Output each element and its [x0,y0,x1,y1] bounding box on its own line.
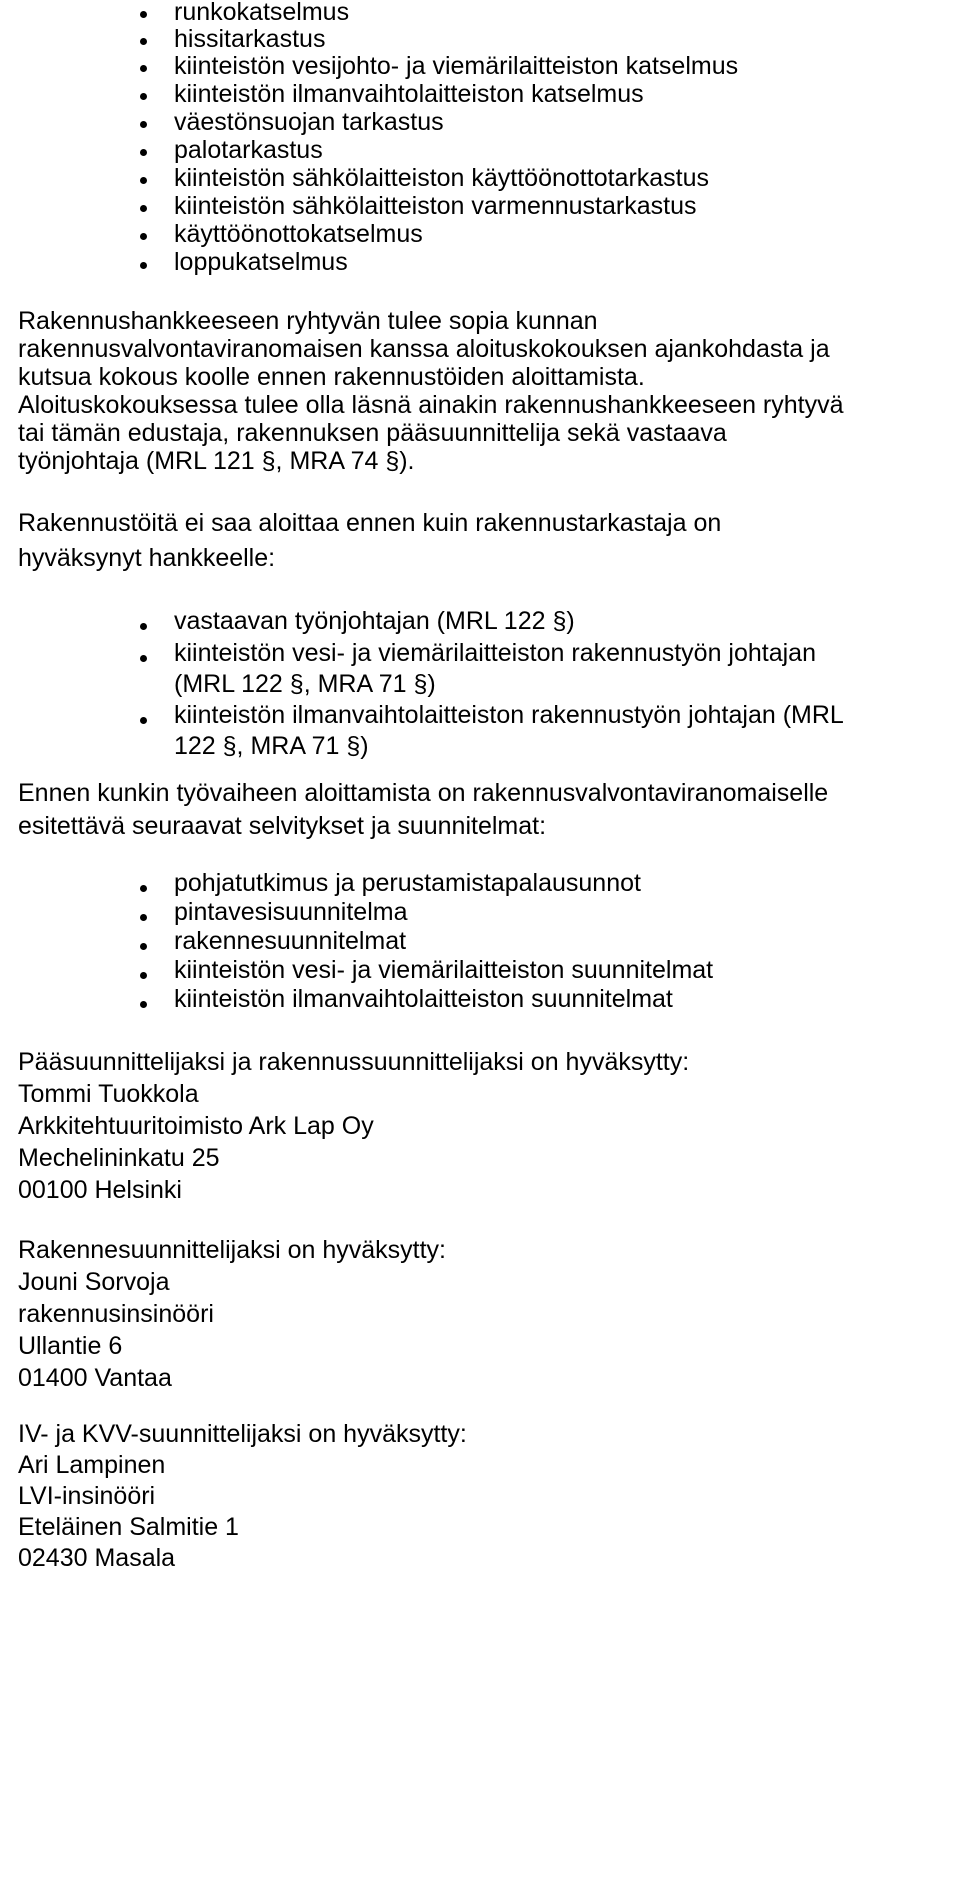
paragraph-line: hyväksynyt hankkeelle: [18,544,276,572]
bullet-icon [140,623,147,630]
list-item-continuation: (MRL 122 §, MRA 71 §) [174,670,436,698]
bullet-icon [140,177,147,184]
designer-line: Jouni Sorvoja [18,1268,170,1296]
bullet-icon [140,93,147,100]
list-item: hissitarkastus [174,25,326,53]
designer-line: 00100 Helsinki [18,1176,182,1204]
list-item: kiinteistön sähkölaitteiston käyttöönottotarkastus [174,164,710,192]
designer-line: Arkkitehtuuritoimisto Ark Lap Oy [18,1112,374,1140]
designer-line: 01400 Vantaa [18,1364,172,1392]
paragraph-line: työnjohtaja (MRL 121 §, MRA 74 §). [18,447,415,475]
bullet-icon [140,121,147,128]
paragraph-line: kutsua kokous koolle ennen rakennustöiden aloittamista. [18,363,645,391]
list-item-continuation: 122 §, MRA 71 §) [174,732,369,760]
list-item: palotarkastus [174,136,323,164]
bullet-icon [140,205,147,212]
paragraph-line: esitettävä seuraavat selvitykset ja suunnitelmat: [18,812,547,840]
bullet-icon [140,233,147,240]
bullet-icon [140,655,147,662]
designer-heading: IV- ja KVV-suunnittelijaksi on hyväksytty: [18,1420,467,1448]
designer-line: Ullantie 6 [18,1332,123,1360]
designer-line: rakennusinsinööri [18,1300,214,1328]
list-item: kiinteistön vesi- ja viemärilaitteiston rakennustyön johtajan [174,639,816,667]
list-item: pohjatutkimus ja perustamistapalausunnot [174,869,641,897]
bullet-icon [140,1001,147,1008]
bullet-icon [140,885,147,892]
bullet-icon [140,38,147,45]
designer-line: Tommi Tuokkola [18,1080,199,1108]
bullet-icon [140,262,147,269]
list-item: käyttöönottokatselmus [174,220,423,248]
paragraph-line: Aloituskokouksessa tulee olla läsnä ainakin rakennushankkeeseen ryhtyvä [18,391,844,419]
bullet-icon [140,943,147,950]
paragraph-line: rakennusvalvontaviranomaisen kanssa aloituskokouksen ajankohdasta ja [18,335,830,363]
bullet-icon [140,149,147,156]
paragraph-line: Rakennustöitä ei saa aloittaa ennen kuin rakennustarkastaja on [18,509,722,537]
list-item: väestönsuojan tarkastus [174,108,444,136]
bullet-icon [140,65,147,72]
list-item: vastaavan työnjohtajan (MRL 122 §) [174,607,575,635]
list-item: pintavesisuunnitelma [174,898,408,926]
designer-line: Eteläinen Salmitie 1 [18,1513,239,1541]
list-item: kiinteistön vesijohto- ja viemärilaitteiston katselmus [174,52,739,80]
paragraph-line: tai tämän edustaja, rakennuksen pääsuunnittelija sekä vastaava [18,419,727,447]
list-item: kiinteistön sähkölaitteiston varmennustarkastus [174,192,697,220]
list-item: runkokatselmus [174,0,350,26]
designer-line: LVI-insinööri [18,1482,156,1510]
designer-heading: Rakennesuunnittelijaksi on hyväksytty: [18,1236,447,1264]
bullet-icon [140,914,147,921]
paragraph-line: Ennen kunkin työvaiheen aloittamista on rakennusvalvontaviranomaiselle [18,779,829,807]
list-item: kiinteistön ilmanvaihtolaitteiston katselmus [174,80,644,108]
list-item: rakennesuunnitelmat [174,927,407,955]
bullet-icon [140,972,147,979]
list-item: kiinteistön ilmanvaihtolaitteiston rakennustyön johtajan (MRL [174,701,844,729]
list-item: kiinteistön vesi- ja viemärilaitteiston suunnitelmat [174,956,714,984]
list-item: kiinteistön ilmanvaihtolaitteiston suunnitelmat [174,985,673,1013]
designer-line: Ari Lampinen [18,1451,166,1479]
designer-line: Mechelininkatu 25 [18,1144,220,1172]
list-item: loppukatselmus [174,248,348,276]
paragraph-line: Rakennushankkeeseen ryhtyvän tulee sopia kunnan [18,307,598,335]
designer-heading: Pääsuunnittelijaksi ja rakennussuunnittelijaksi on hyväksytty: [18,1048,690,1076]
designer-line: 02430 Masala [18,1544,176,1572]
bullet-icon [140,717,147,724]
bullet-icon [140,11,147,18]
